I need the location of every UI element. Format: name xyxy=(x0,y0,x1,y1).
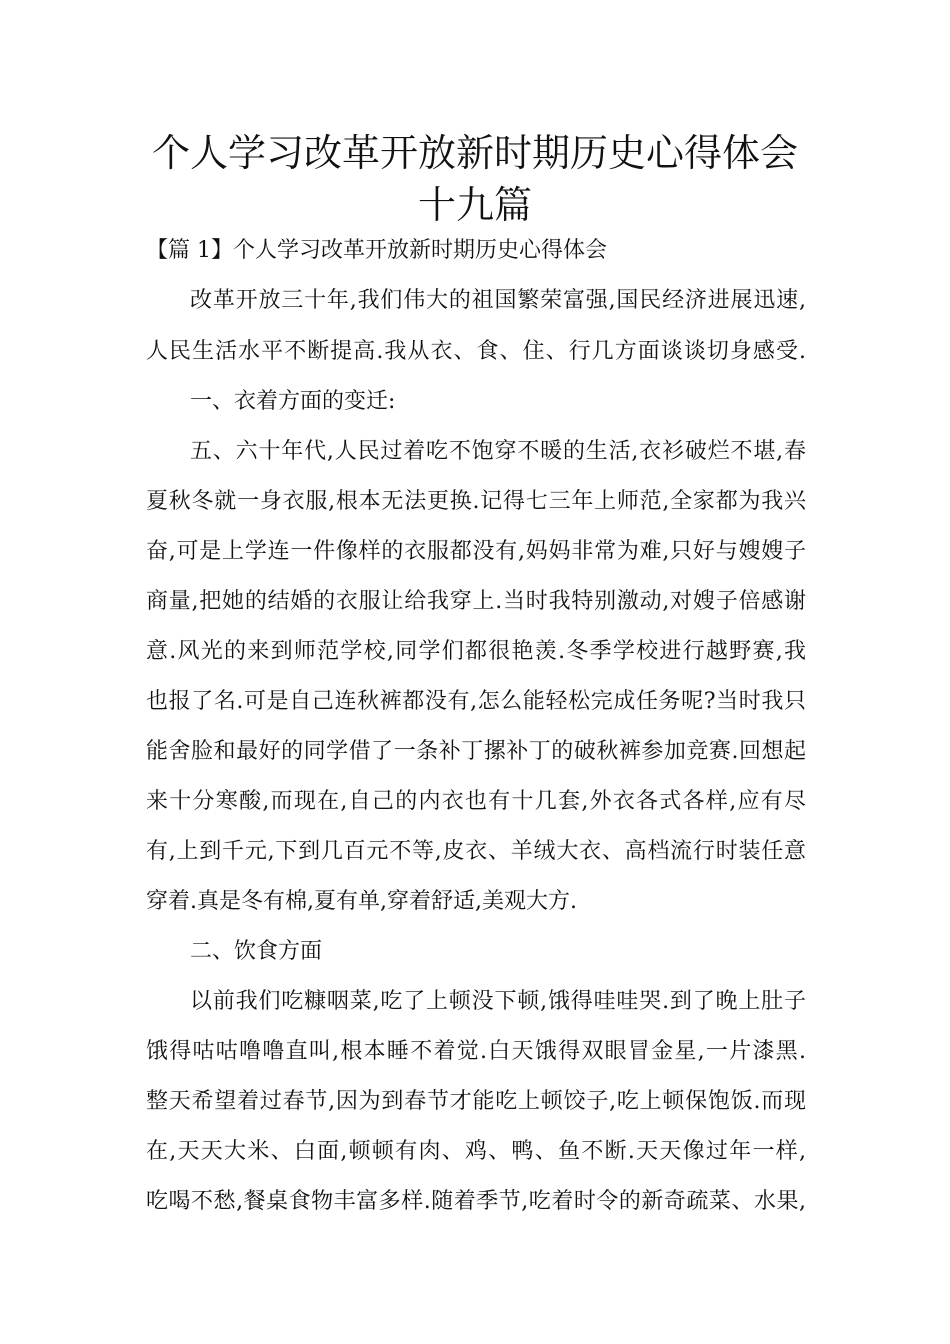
body-line: 五、六十年代,人民过着吃不饱穿不暖的生活,衣衫破烂不堪,春 xyxy=(190,439,806,464)
document-title-line-1: 个人学习改革开放新时期历史心得体会 xyxy=(151,131,798,175)
body-line: 改革开放三十年,我们伟大的祖国繁荣富强,国民经济进展迅速, xyxy=(190,288,806,313)
body-line: 以前我们吃糠咽菜,吃了上顿没下顿,饿得哇哇哭.到了晚上肚子 xyxy=(190,989,806,1014)
body-line: 吃喝不愁,餐桌食物丰富多样.随着季节,吃着时令的新奇疏菜、水果, xyxy=(146,1189,806,1214)
body-line: 商量,把她的结婚的衣服让给我穿上.当时我特别激动,对嫂子倍感谢 xyxy=(146,589,806,614)
body-line: 夏秋冬就一身衣服,根本无法更换.记得七三年上师范,全家都为我兴 xyxy=(146,489,806,514)
body-line: 意.风光的来到师范学校,同学们都很艳羡.冬季学校进行越野赛,我 xyxy=(146,639,806,664)
body-line: 奋,可是上学连一件像样的衣服都没有,妈妈非常为难,只好与嫂嫂子 xyxy=(146,539,806,564)
body-line: 来十分寒酸,而现在,自己的内衣也有十几套,外衣各式各样,应有尽 xyxy=(146,789,806,814)
section-subheading: 一、衣着方面的变迁: xyxy=(190,389,396,414)
body-line: 有,上到千元,下到几百元不等,皮衣、羊绒大衣、高档流行时装任意 xyxy=(146,839,806,864)
body-line: 穿着.真是冬有棉,夏有单,穿着舒适,美观大方. xyxy=(146,889,577,914)
body-line: 能舍脸和最好的同学借了一条补丁摞补丁的破秋裤参加竞赛.回想起 xyxy=(146,739,806,764)
document-title-line-2: 十九篇 xyxy=(417,183,532,227)
body-line: 整天希望着过春节,因为到春节才能吃上顿饺子,吃上顿保饱饭.而现 xyxy=(146,1089,806,1114)
body-line: 人民生活水平不断提高.我从衣、食、住、行几方面谈谈切身感受. xyxy=(146,339,806,364)
section-heading: 【篇 1】个人学习改革开放新时期历史心得体会 xyxy=(146,238,607,263)
body-line: 在,天天大米、白面,顿顿有肉、鸡、鸭、鱼不断.天天像过年一样, xyxy=(146,1139,806,1164)
body-line: 饿得咕咕噜噜直叫,根本睡不着觉.白天饿得双眼冒金星,一片漆黑. xyxy=(146,1039,806,1064)
section-subheading: 二、饮食方面 xyxy=(190,939,323,964)
body-line: 也报了名.可是自己连秋裤都没有,怎么能轻松完成任务呢?当时我只 xyxy=(146,689,806,714)
